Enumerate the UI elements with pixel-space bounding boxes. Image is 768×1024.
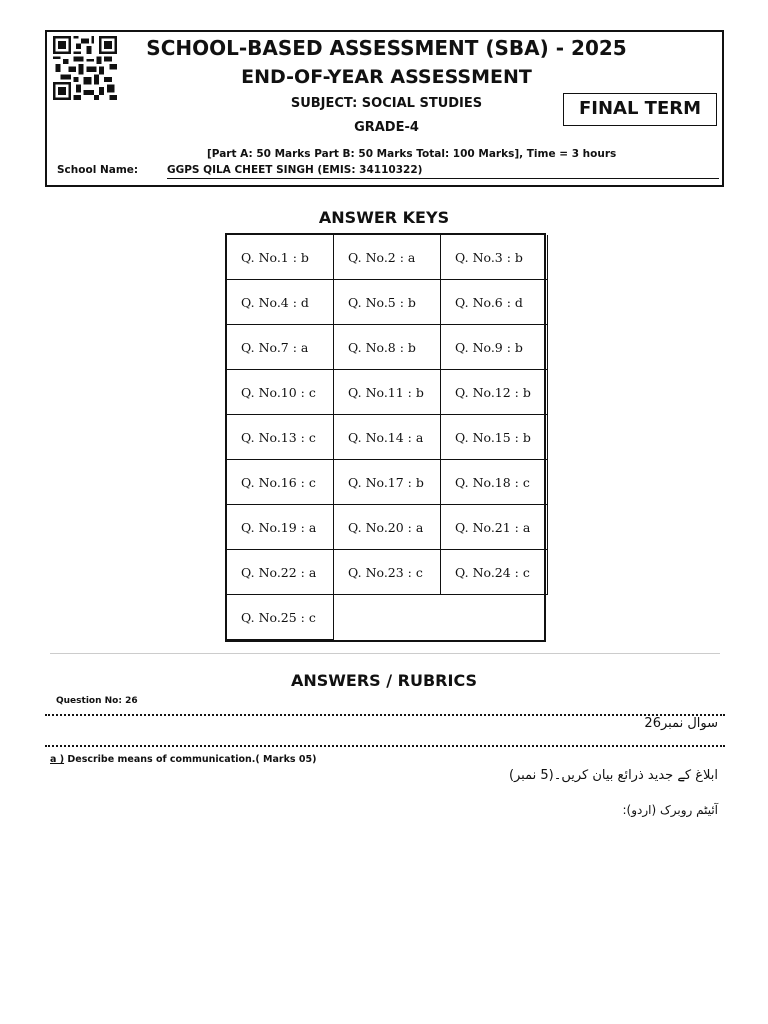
answer-key-cell: Q. No.6 : d: [441, 280, 548, 325]
section-divider: [50, 653, 720, 654]
part-a-text: Describe means of communication.( Marks 05): [64, 754, 317, 765]
answer-key-cell: Q. No.17 : b: [334, 460, 441, 505]
answer-key-cell: Q. No.16 : c: [227, 460, 334, 505]
marks-info: [Part A: 50 Marks Part B: 50 Marks Total: 100 Marks], Time = 3 hours: [207, 148, 617, 160]
answer-key-cell: Q. No.18 : c: [441, 460, 548, 505]
answer-key-cell: Q. No.10 : c: [227, 370, 334, 415]
rubrics-title: ANSWERS / RUBRICS: [290, 671, 478, 690]
answer-key-cell: Q. No.11 : b: [334, 370, 441, 415]
answer-key-cell: Q. No.24 : c: [441, 550, 548, 595]
answer-key-cell: Q. No.14 : a: [334, 415, 441, 460]
answer-key-cell: Q. No.19 : a: [227, 505, 334, 550]
grade-label: GRADE-4: [354, 120, 419, 135]
school-name-value: GGPS QILA CHEET SINGH (EMIS: 34110322): [167, 164, 719, 179]
dotted-divider: [45, 745, 725, 747]
answer-keys-table: [225, 233, 546, 642]
answer-key-cell: Q. No.2 : a: [334, 235, 441, 280]
answer-key-cell: Q. No.13 : c: [227, 415, 334, 460]
answer-key-cell: Q. No.3 : b: [441, 235, 548, 280]
answer-key-cell: Q. No.21 : a: [441, 505, 548, 550]
subject-label: SUBJECT: SOCIAL STUDIES: [290, 96, 483, 111]
answer-key-cell: Q. No.7 : a: [227, 325, 334, 370]
answer-key-cell: Q. No.9 : b: [441, 325, 548, 370]
dotted-divider: [45, 714, 725, 716]
header-box: [45, 30, 724, 187]
answer-key-cell: Q. No.4 : d: [227, 280, 334, 325]
urdu-question-number: سوال نمبر26: [644, 716, 718, 731]
assessment-title: SCHOOL-BASED ASSESSMENT (SBA) - 2025: [146, 36, 627, 60]
answer-key-cell: Q. No.5 : b: [334, 280, 441, 325]
question-number: Question No: 26: [56, 696, 138, 706]
part-a-letter: a ): [50, 754, 65, 765]
answer-keys-title: ANSWER KEYS: [318, 208, 450, 227]
urdu-rubric-label: آئیٹم روبرک (اردو):: [622, 803, 718, 817]
answer-key-cell: Q. No.22 : a: [227, 550, 334, 595]
answer-key-cell: Q. No.20 : a: [334, 505, 441, 550]
answer-key-cell: Q. No.25 : c: [227, 595, 334, 640]
part-a-question: [50, 754, 316, 765]
answer-key-cell: Q. No.1 : b: [227, 235, 334, 280]
urdu-part-a-question: ابلاغ کے جدید ذرائع بیان کریں۔(5 نمبر): [508, 768, 718, 783]
answer-key-cell: Q. No.15 : b: [441, 415, 548, 460]
answer-key-cell: Q. No.12 : b: [441, 370, 548, 415]
final-term-badge: FINAL TERM: [563, 93, 717, 126]
answer-key-cell: Q. No.8 : b: [334, 325, 441, 370]
assessment-subtitle: END-OF-YEAR ASSESSMENT: [241, 66, 532, 88]
school-name-label: School Name:: [57, 164, 139, 176]
answer-key-cell: Q. No.23 : c: [334, 550, 441, 595]
